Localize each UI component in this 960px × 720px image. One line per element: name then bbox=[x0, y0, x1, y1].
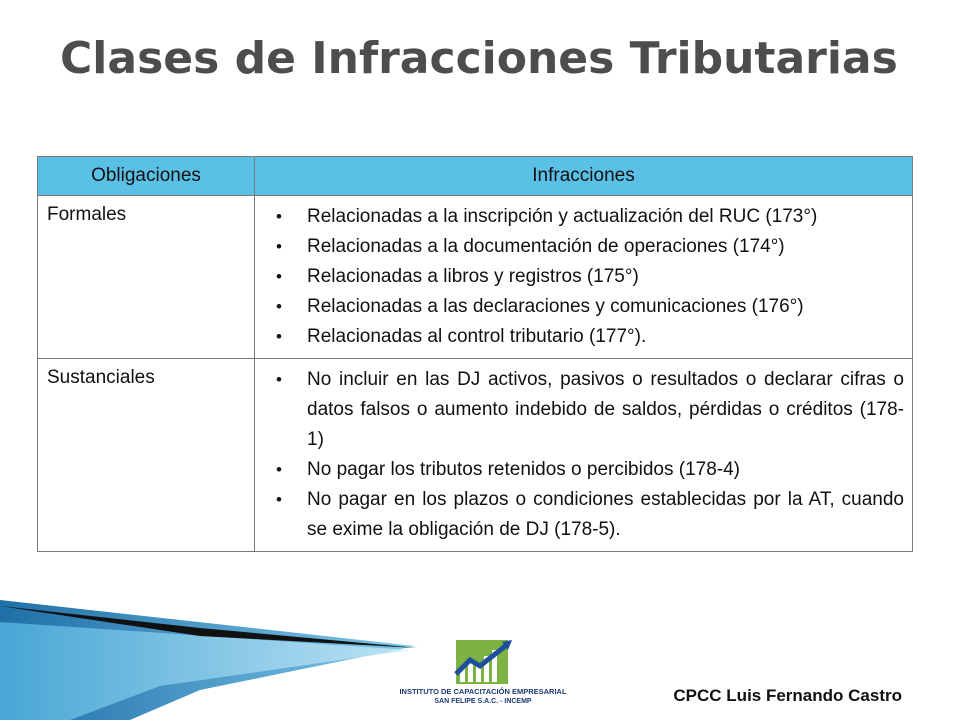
list-item bbox=[263, 292, 904, 322]
logo-text-line-2: SAN FELIPE S.A.C. - INCEMP bbox=[434, 698, 532, 705]
growth-chart-logo-icon bbox=[398, 636, 568, 686]
list-item-text: Relacionadas a libros y registros (175°) bbox=[307, 266, 639, 287]
list-item bbox=[263, 232, 904, 262]
list-item bbox=[263, 202, 904, 232]
table-row-formales bbox=[38, 196, 913, 359]
infracciones-cell bbox=[255, 359, 913, 552]
obligacion-cell: Formales bbox=[38, 196, 255, 359]
list-item bbox=[263, 322, 904, 352]
column-header-obligaciones: Obligaciones bbox=[38, 157, 255, 196]
infracciones-list bbox=[263, 202, 904, 352]
decorative-swoosh bbox=[0, 560, 420, 720]
bullet-icon: • bbox=[276, 297, 282, 316]
list-item bbox=[263, 365, 904, 455]
list-item-text: No pagar los tributos retenidos o percibidos (178-4) bbox=[307, 459, 741, 480]
bullet-icon: • bbox=[276, 460, 282, 479]
list-item-text: Relacionadas a la inscripción y actualización del RUC (173°) bbox=[307, 206, 818, 227]
infracciones-cell bbox=[255, 196, 913, 359]
bullet-icon: • bbox=[276, 267, 282, 286]
list-item bbox=[263, 455, 904, 485]
list-item-text: Relacionadas a las declaraciones y comunicaciones (176°) bbox=[307, 296, 804, 317]
infracciones-table-container bbox=[37, 156, 913, 552]
column-header-infracciones: Infracciones bbox=[255, 157, 913, 196]
institute-logo bbox=[398, 636, 568, 720]
bullet-icon: • bbox=[276, 207, 282, 226]
logo-text-line-1: INSTITUTO DE CAPACITACIÓN EMPRESARIAL bbox=[399, 687, 567, 696]
list-item-text: Relacionadas al control tributario (177°). bbox=[307, 326, 647, 347]
page-title: Clases de Infracciones Tributarias bbox=[60, 33, 898, 84]
list-item-text: No pagar en los plazos o condiciones establecidas por la AT, cuando se exime la obligación de DJ (178-5). bbox=[307, 489, 904, 540]
list-item-text: No incluir en las DJ activos, pasivos o resultados o declarar cifras o datos falsos o aumento indebido de saldos, pérdidas o créditos (178-1) bbox=[307, 369, 904, 450]
bullet-icon: • bbox=[276, 237, 282, 256]
author-credit: CPCC Luis Fernando Castro bbox=[673, 686, 902, 705]
infracciones-table bbox=[37, 156, 913, 552]
list-item bbox=[263, 485, 904, 545]
bullet-icon: • bbox=[276, 490, 282, 509]
bullet-icon: • bbox=[276, 370, 282, 389]
table-row-sustanciales bbox=[38, 359, 913, 552]
list-item-text: Relacionadas a la documentación de operaciones (174°) bbox=[307, 236, 785, 257]
list-item bbox=[263, 262, 904, 292]
table-header-row bbox=[38, 157, 913, 196]
obligacion-cell: Sustanciales bbox=[38, 359, 255, 552]
bullet-icon: • bbox=[276, 327, 282, 346]
infracciones-list bbox=[263, 365, 904, 545]
